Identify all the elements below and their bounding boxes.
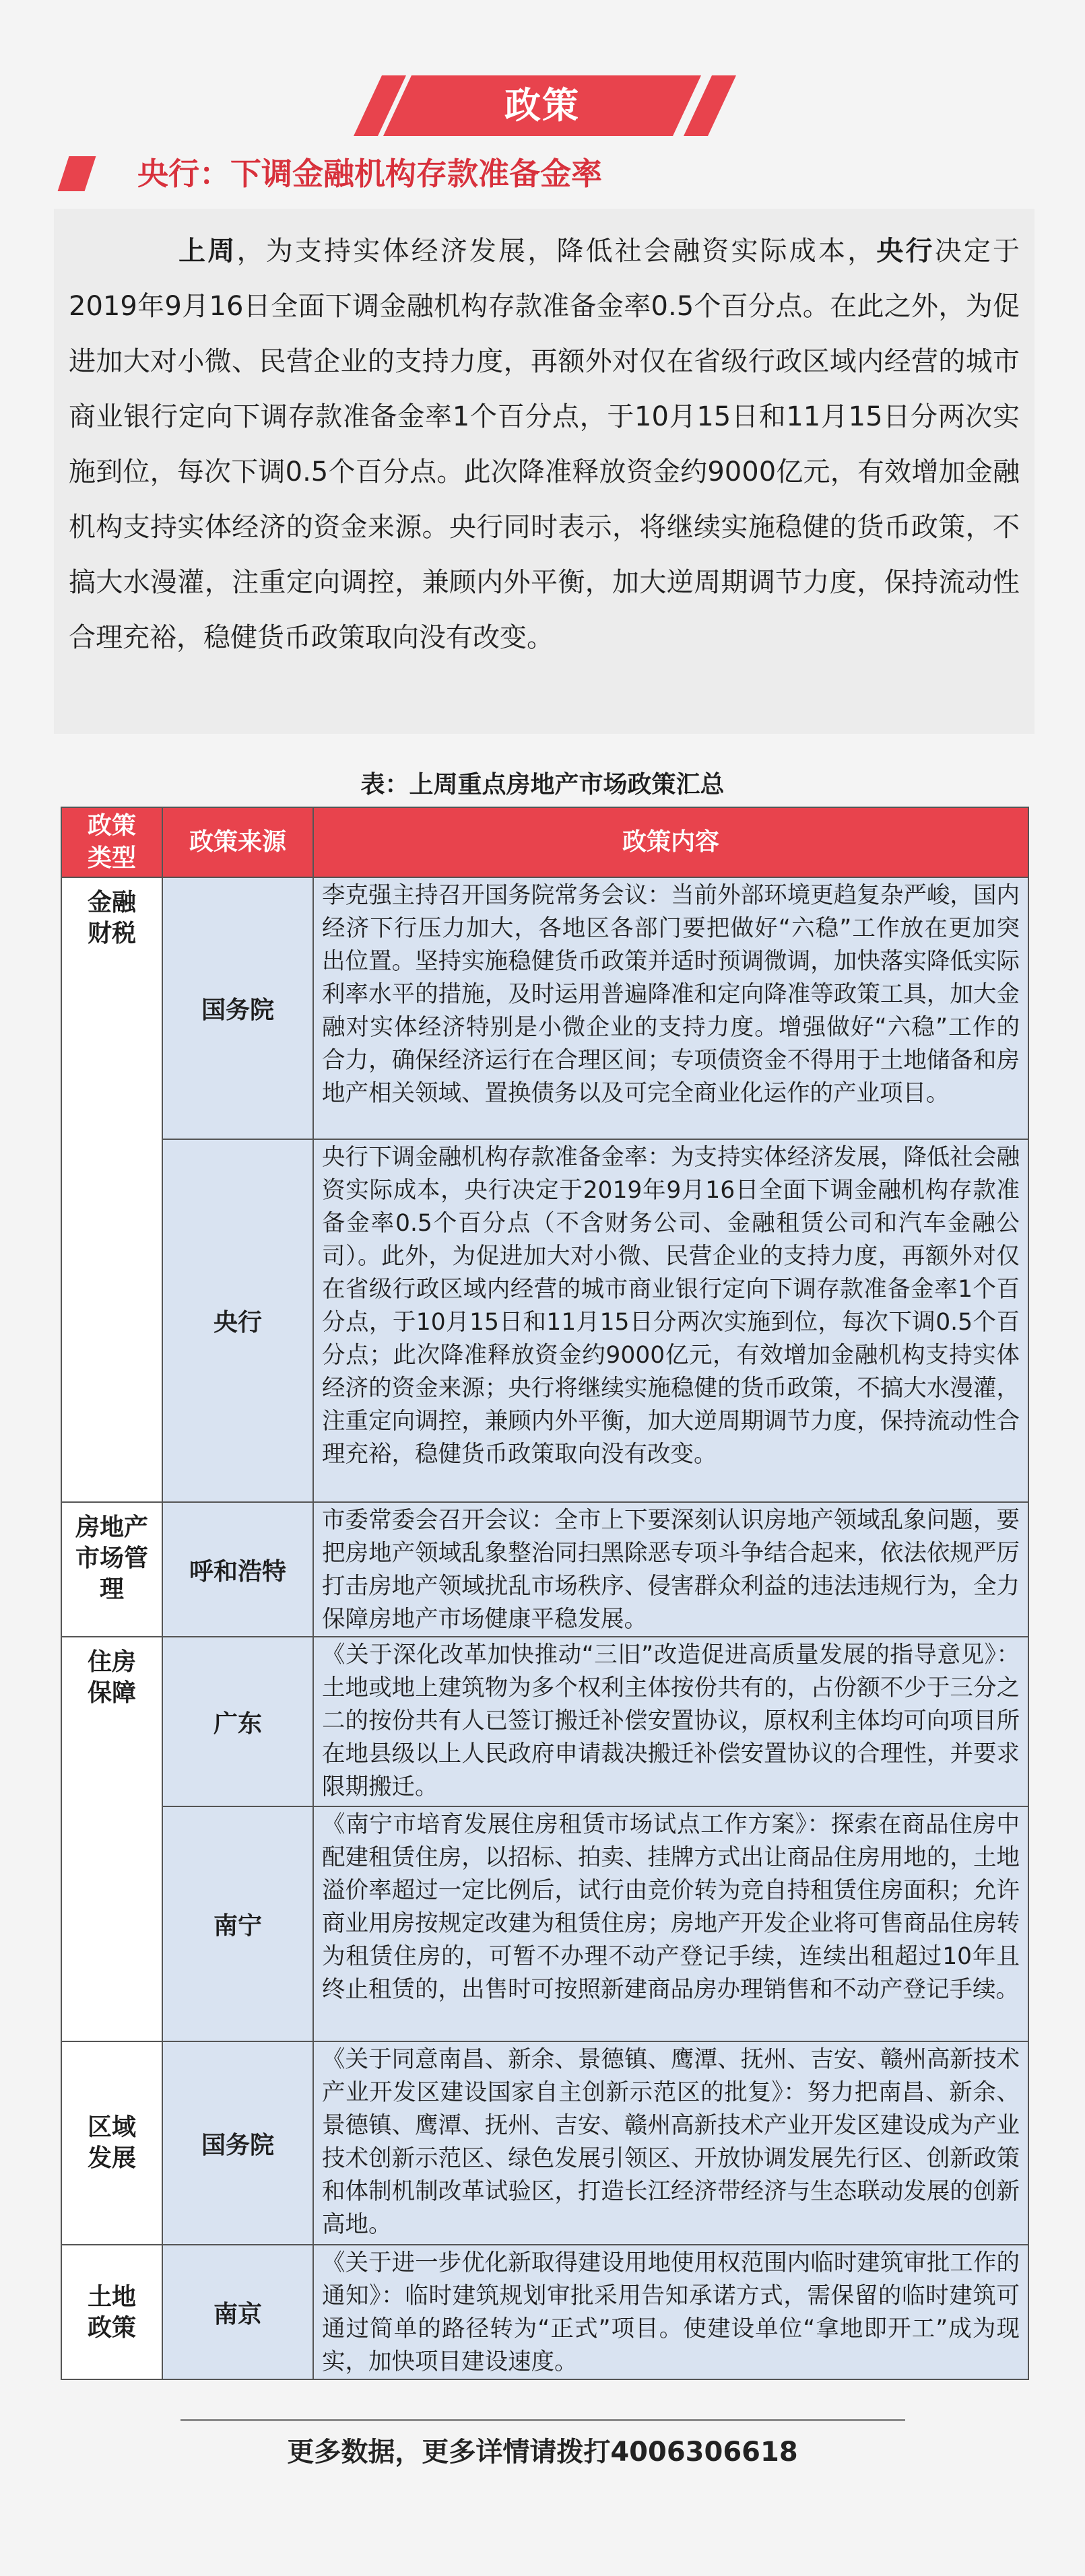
table-row <box>61 1637 1028 1806</box>
policy-table <box>61 807 1029 2380</box>
category-cell <box>61 877 162 1502</box>
source-cell: 南宁 <box>162 1806 313 2041</box>
category-label: 区域发展 <box>87 2113 136 2172</box>
category-cell <box>61 1502 162 1637</box>
subhead-marker <box>58 156 96 191</box>
source-cell: 国务院 <box>162 2041 313 2245</box>
header-source: 政策来源 <box>162 807 313 877</box>
table-header-row <box>61 807 1028 877</box>
footer-contact: 更多数据，更多详情请拨打4006306618 <box>287 2437 798 2468</box>
table-caption: 表：上周重点房地产市场政策汇总 <box>360 771 725 799</box>
category-label: 金融财税 <box>87 889 136 947</box>
source-cell: 央行 <box>162 1139 313 1502</box>
header-content: 政策内容 <box>313 807 1028 877</box>
section-title: 政策 <box>504 84 580 127</box>
table-row <box>61 1502 1028 1637</box>
intro-lead-pboc: 央行 <box>876 236 935 267</box>
content-cell: 《关于进一步优化新取得建设用地使用权范围内临时建筑审批工作的通知》：临时建筑规划审批采用告知承诺方式，需保留的临时建筑可通过简单的路径转为“正式”项目。使建设单位“拿地即开工”成为现实，加快项目建设速度。 <box>313 2245 1028 2379</box>
source-cell: 广东 <box>162 1637 313 1806</box>
content-cell: 《南宁市培育发展住房租赁市场试点工作方案》：探索在商品住房中配建租赁住房，以招标、拍卖、挂牌方式出让商品住房用地的，土地溢价率超过一定比例后，试行由竞价转为竞自持租赁住房面积；允许商业用房按规定改建为租赁住房；房地产开发企业将可售商品住房转为租赁住房的，可暂不办理不动产登记手续，连续出租超过10年且终止租赁的，出售时可按照新建商品房办理销售和不动产登记手续。 <box>313 1806 1028 2041</box>
intro-lead-week: 上周 <box>176 236 237 267</box>
content-cell: 《关于深化改革加快推动“三旧”改造促进高质量发展的指导意见》：土地或地上建筑物为多个权利主体按份共有的，占份额不少于三分之二的按份共有人已签订搬迁补偿安置协议，原权利主体均可向项目所在地县级以上人民政府申请裁决搬迁补偿安置协议的合理性，并要求限期搬迁。 <box>313 1637 1028 1806</box>
intro-paragraph <box>54 209 1034 734</box>
category-label: 住房保障 <box>87 1648 136 1707</box>
subhead-title: 央行：下调金融机构存款准备金率 <box>137 156 602 192</box>
source-cell: 国务院 <box>162 877 313 1139</box>
header-type <box>61 807 162 877</box>
footer-divider <box>180 2419 905 2421</box>
table-row <box>61 2041 1028 2245</box>
section-header <box>0 0 1085 135</box>
source-cell: 呼和浩特 <box>162 1502 313 1637</box>
intro-text-2: 决定于2019年9月16日全面下调金融机构存款准备金率0.5个百分点。在此之外，为促进加大对小微、民营企业的支持力度，再额外对仅在省级行政区域内经营的城市商业银行定向下调存款准备金率1个百分点，于10月15日和11月15日分两次实施到位，每次下调0.5个百分点。此次降准释放资金约9000亿元，有效增加金融机构支持实体经济的资金来源。央行同时表示，将继续实施稳健的货币政策，不搞大水漫灌，注重定向调控，兼顾内外平衡，加大逆周期调节力度，保持流动性合理充裕，稳健货币政策取向没有改变。 <box>69 236 1020 653</box>
category-label: 房地产市场管理 <box>75 1514 148 1603</box>
content-cell: 市委常委会召开会议：全市上下要深刻认识房地产领域乱象问题，要把房地产领域乱象整治同扫黑除恶专项斗争结合起来，依法依规严厉打击房地产领域扰乱市场秩序、侵害群众利益的违法违规行为，全力保障房地产市场健康平稳发展。 <box>313 1502 1028 1637</box>
intro-text-1: ，为支持实体经济发展，降低社会融资实际成本， <box>236 236 877 267</box>
content-cell: 《关于同意南昌、新余、景德镇、鹰潭、抚州、吉安、赣州高新技术产业开发区建设国家自主创新示范区的批复》：努力把南昌、新余、景德镇、鹰潭、抚州、吉安、赣州高新技术产业开发区建设成为产业技术创新示范区、绿色发展引领区、开放协调发展先行区、创新政策和体制机制改革试验区，打造长江经济带经济与生态联动发展的创新高地。 <box>313 2041 1028 2245</box>
category-cell <box>61 2041 162 2245</box>
source-cell: 南京 <box>162 2245 313 2379</box>
table-row <box>61 1139 1028 1502</box>
table-row <box>61 2245 1028 2379</box>
header-type-label: 政策类型 <box>87 812 136 872</box>
table-row <box>61 1806 1028 2041</box>
content-cell: 李克强主持召开国务院常务会议：当前外部环境更趋复杂严峻，国内经济下行压力加大，各地区各部门要把做好“六稳”工作放在更加突出位置。坚持实施稳健货币政策并适时预调微调，加快落实降低实际利率水平的措施，及时运用普遍降准和定向降准等政策工具，加大金融对实体经济特别是小微企业的支持力度。增强做好“六稳”工作的合力，确保经济运行在合理区间；专项债资金不得用于土地储备和房地产相关领域、置换债务以及可完全商业化运作的产业项目。 <box>313 877 1028 1139</box>
category-cell <box>61 2245 162 2379</box>
table-row <box>61 877 1028 1139</box>
content-cell: 央行下调金融机构存款准备金率：为支持实体经济发展，降低社会融资实际成本，央行决定于2019年9月16日全面下调金融机构存款准备金率0.5个百分点（不含财务公司、金融租赁公司和汽车金融公司）。此外，为促进加大对小微、民营企业的支持力度，再额外对仅在省级行政区域内经营的城市商业银行定向下调存款准备金率1个百分点，于10月15日和11月15日分两次实施到位，每次下调0.5个百分点；此次降准释放资金约9000亿元，有效增加金融机构支持实体经济的资金来源；央行将继续实施稳健的货币政策，不搞大水漫灌，注重定向调控，兼顾内外平衡，加大逆周期调节力度，保持流动性合理充裕，稳健货币政策取向没有改变。 <box>313 1139 1028 1502</box>
category-cell <box>61 1637 162 2041</box>
category-label: 土地政策 <box>87 2283 136 2342</box>
